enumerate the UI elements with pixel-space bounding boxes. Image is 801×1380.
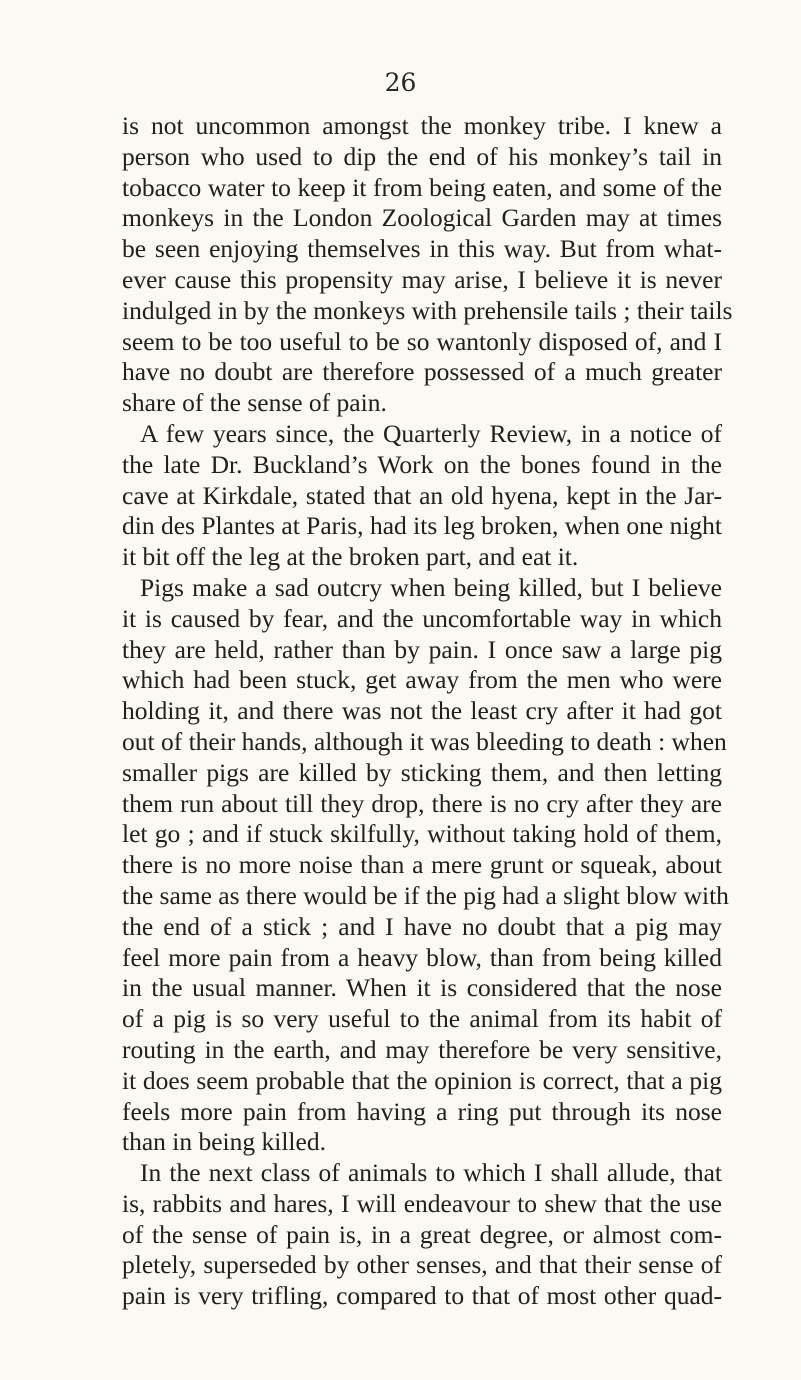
text-line: feel more pain from a heavy blow, than from being killed [122, 942, 722, 972]
text-line: pletely, superseded by other senses, and that their sense of [122, 1250, 722, 1280]
body-text [122, 111, 733, 1312]
text-line: monkeys in the London Zoological Garden may at times [122, 203, 722, 233]
text-line: out of their hands, although it was bleeding to death : when [122, 726, 727, 756]
text-line: Pigs make a sad outcry when being killed, but I believe [140, 572, 722, 602]
text-line: holding it, and there was not the least cry after it had got [122, 696, 722, 726]
text-line: indulged in by the monkeys with prehensile tails ; their tails [122, 295, 733, 325]
text-line: routing in the earth, and may therefore be very sensitive, [122, 1034, 722, 1064]
text-line: it bit off the leg at the broken part, and eat it. [122, 542, 579, 572]
text-line: be seen enjoying themselves in this way. But from what- [122, 234, 722, 264]
text-line: of the sense of pain is, in a great degree, or almost com- [122, 1219, 722, 1249]
text-line: din des Plantes at Paris, had its leg broken, when one night [122, 511, 722, 541]
text-line: let go ; and if stuck skilfully, without taking hold of them, [122, 819, 722, 849]
text-line: smaller pigs are killed by sticking them, and then letting [122, 757, 722, 787]
text-line: the end of a stick ; and I have no doubt that a pig may [122, 911, 722, 941]
text-line: A few years since, the Quarterly Review, in a notice of [140, 418, 722, 448]
text-line: share of the sense of pain. [122, 388, 387, 418]
text-line: feels more pain from having a ring put through its nose [122, 1096, 722, 1126]
text-line: is, rabbits and hares, I will endeavour to shew that the use [122, 1188, 722, 1218]
text-line: there is no more noise than a mere grunt or squeak, about [122, 850, 722, 880]
text-line: it does seem probable that the opinion is correct, that a pig [122, 1065, 722, 1095]
text-line: cave at Kirkdale, stated that an old hyena, kept in the Jar- [122, 480, 722, 510]
text-line: which had been stuck, get away from the men who were [122, 665, 722, 695]
text-line: them run about till they drop, there is no cry after they are [122, 788, 722, 818]
text-line: person who used to dip the end of his monkey’s tail in [122, 141, 722, 171]
text-line: is not uncommon amongst the monkey tribe. I knew a [122, 111, 722, 140]
text-line: the late Dr. Buckland’s Work on the bones found in the [122, 449, 722, 479]
text-line: seem to be too useful to be so wantonly disposed of, and I [122, 326, 722, 356]
text-line: of a pig is so very useful to the animal from its habit of [122, 1004, 722, 1034]
text-line: in the usual manner. When it is considered that the nose [122, 973, 722, 1003]
page-number: 26 [384, 68, 417, 97]
text-line: ever cause this propensity may arise, I believe it is never [122, 264, 722, 294]
text-line: than in being killed. [122, 1127, 326, 1157]
text-line: they are held, rather than by pain. I once saw a large pig [122, 634, 722, 664]
text-line: have no doubt are therefore possessed of a much greater [122, 357, 722, 387]
text-line: the same as there would be if the pig had a slight blow with [122, 880, 729, 910]
text-line: In the next class of animals to which I shall allude, that [140, 1158, 722, 1188]
text-line: it is caused by fear, and the uncomfortable way in which [122, 603, 722, 633]
text-line: tobacco water to keep it from being eaten, and some of the [122, 172, 722, 202]
text-line: pain is very trifling, compared to that of most other quad- [122, 1281, 722, 1311]
